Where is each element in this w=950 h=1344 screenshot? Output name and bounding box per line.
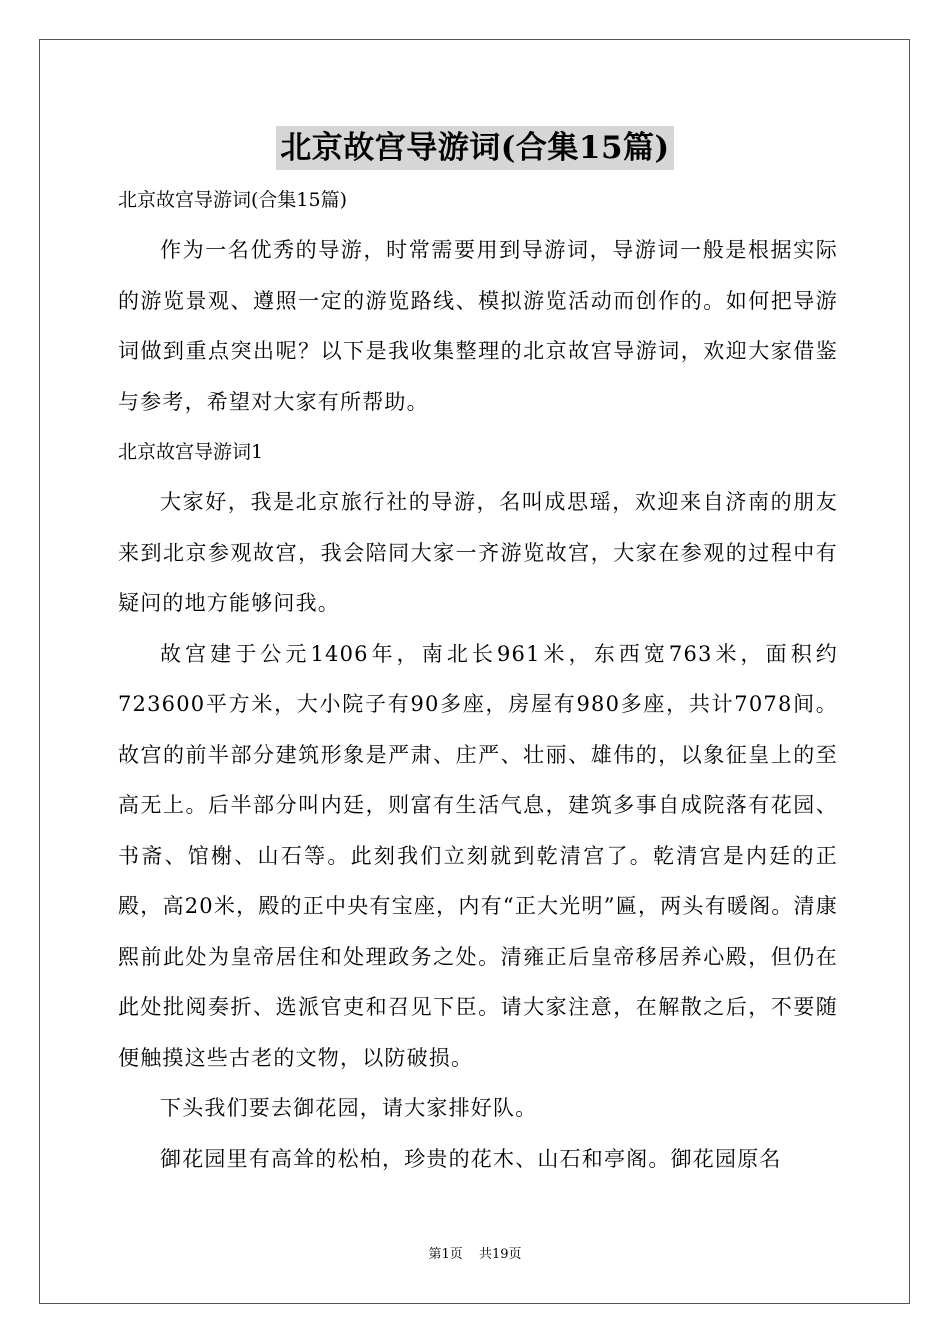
- document-body: [118, 175, 838, 1184]
- title-container: [0, 126, 950, 170]
- body-paragraph: 下头我们要去御花园，请大家排好队。: [160, 1096, 538, 1120]
- document-title: 北京故宫导游词(合集15篇): [276, 126, 673, 170]
- intro-paragraph: 作为一名优秀的导游，时常需要用到导游词，导游词一般是根据实际的游览景观、遵照一定的游览路线、模拟游览活动而创作的。如何把导游词做到重点突出呢？以下是我收集整理的北京故宫导游词，欢迎大家借鉴与参考，希望对大家有所帮助。: [118, 238, 838, 414]
- body-paragraph: 大家好，我是北京旅行社的导游，名叫成思瑶，欢迎来自济南的朋友来到北京参观故宫，我会陪同大家一齐游览故宫，大家在参观的过程中有疑问的地方能够问我。: [118, 490, 838, 615]
- body-paragraph: 故宫建于公元1406年，南北长961米，东西宽763米，面积约723600平方米，大小院子有90多座，房屋有980多座，共计7078间。故宫的前半部分建筑形象是严肃、庄严、壮丽、雄伟的，以象征皇上的至高无上。后半部分叫内廷，则富有生活气息，建筑多事自成院落有花园、书斋、馆榭、山石等。此刻我们立刻就到乾清宫了。乾清宫是内廷的正殿，高20米，殿的正中央有宝座，内有“正大光明”匾，两头有暖阁。清康熙前此处为皇帝居住和处理政务之处。清雍正后皇帝移居养心殿，但仍在此处批阅奏折、选派官吏和召见下臣。请大家注意，在解散之后，不要随便触摸这些古老的文物，以防破损。: [118, 641, 838, 1070]
- body-paragraph: 御花园里有高耸的松柏，珍贵的花木、山石和亭阁。御花园原名: [160, 1146, 782, 1171]
- page-total: 共19页: [478, 1247, 522, 1262]
- page-number: 第1页: [428, 1247, 463, 1262]
- page-footer: [0, 1245, 950, 1265]
- section-heading: 北京故宫导游词1: [118, 441, 264, 463]
- document-subtitle: 北京故宫导游词(合集15篇): [118, 189, 348, 211]
